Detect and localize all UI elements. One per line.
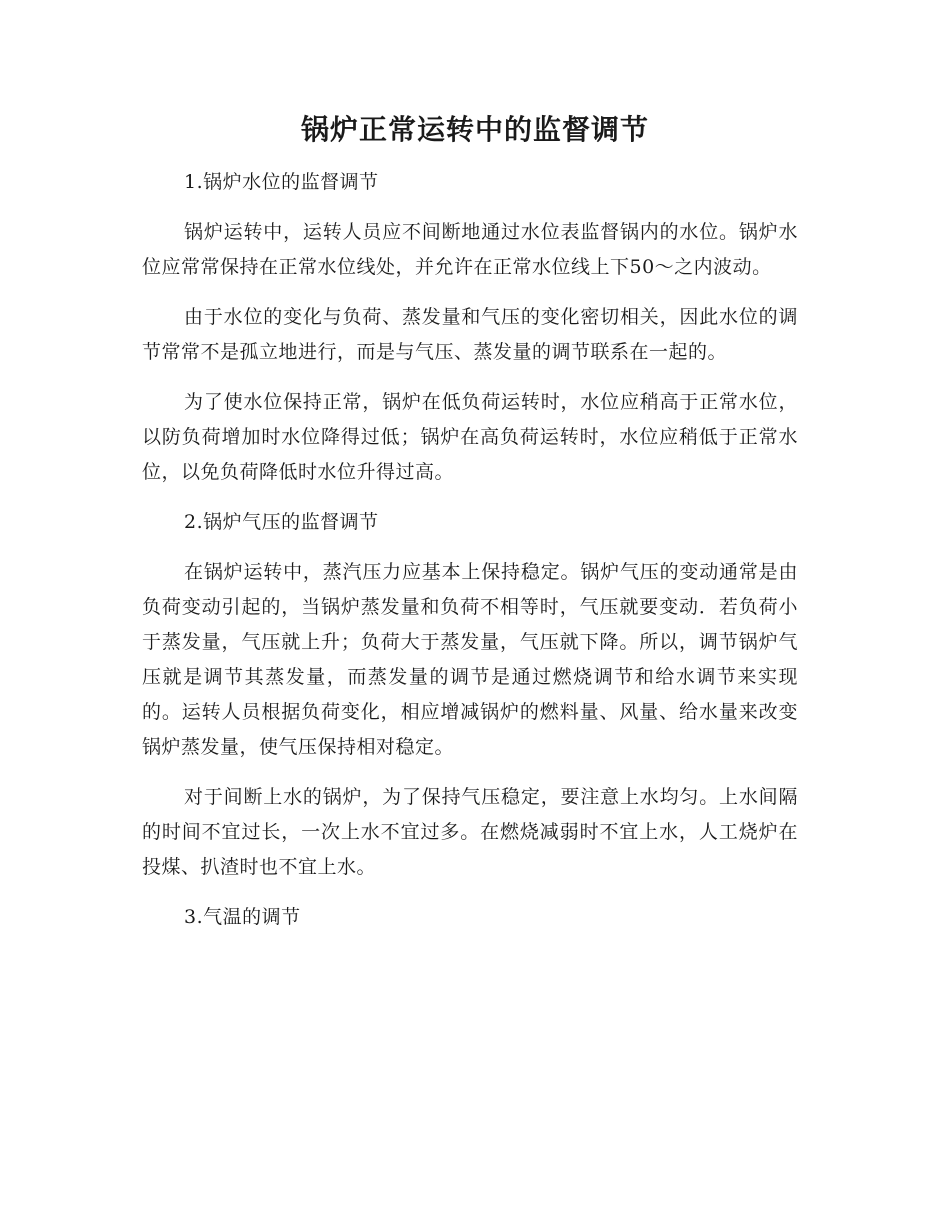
- section-pressure: [142, 505, 798, 885]
- paragraph: 锅炉运转中，运转人员应不间断地通过水位表监督锅内的水位。锅炉水位应常常保持在正常水位线处，并允许在正常水位线上下50～之内波动。: [142, 221, 798, 278]
- section-heading: 1.锅炉水位的监督调节: [184, 171, 379, 193]
- document-body: [142, 165, 798, 950]
- paragraph: 由于水位的变化与负荷、蒸发量和气压的变化密切相关，因此水位的调节常常不是孤立地进行，而是与气压、蒸发量的调节联系在一起的。: [142, 306, 798, 363]
- paragraph: 对于间断上水的锅炉，为了保持气压稳定，要注意上水均匀。上水间隔的时间不宜过长，一次上水不宜过多。在燃烧减弱时不宜上水，人工烧炉在投煤、扒渣时也不宜上水。: [142, 786, 798, 878]
- paragraph: 在锅炉运转中，蒸汽压力应基本上保持稳定。锅炉气压的变动通常是由负荷变动引起的，当锅炉蒸发量和负荷不相等时，气压就要变动．若负荷小于蒸发量，气压就上升；负荷大于蒸发量，气压就下降。所以，调节锅炉气压就是调节其蒸发量，而蒸发量的调节是通过燃烧调节和给水调节来实现的。运转人员根据负荷变化，相应增减锅炉的燃料量、风量、给水量来改变锅炉蒸发量，使气压保持相对稳定。: [142, 561, 798, 758]
- section-temperature: [142, 900, 798, 935]
- paragraph: 为了使水位保持正常，锅炉在低负荷运转时，水位应稍高于正常水位，以防负荷增加时水位降得过低；锅炉在高负荷运转时，水位应稍低于正常水位，以免负荷降低时水位升得过高。: [142, 391, 798, 483]
- section-heading: 3.气温的调节: [184, 906, 301, 928]
- document-title: 锅炉正常运转中的监督调节: [300, 113, 649, 146]
- section-heading: 2.锅炉气压的监督调节: [184, 511, 379, 533]
- section-water-level: [142, 165, 798, 490]
